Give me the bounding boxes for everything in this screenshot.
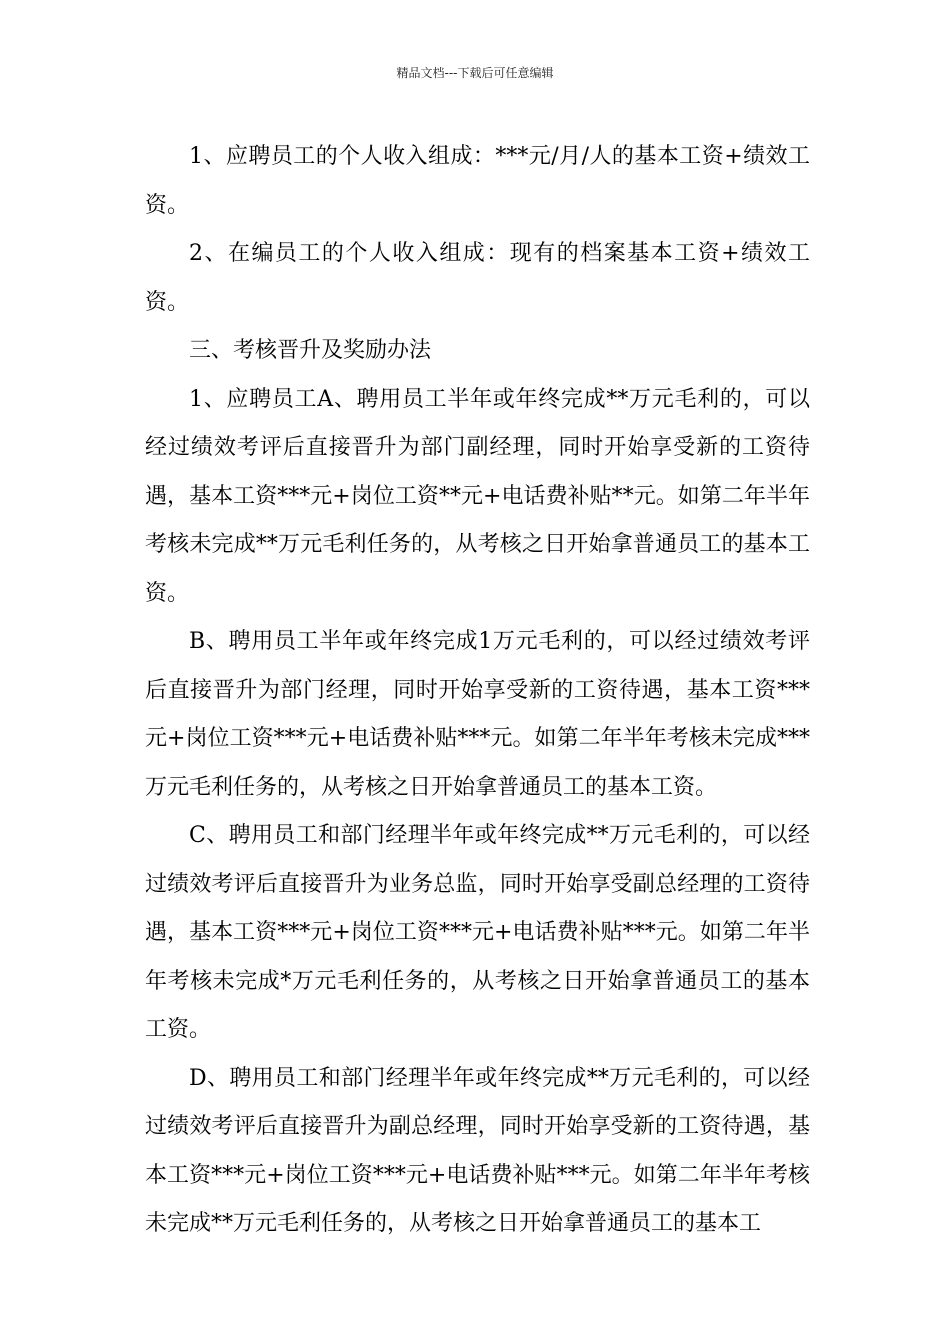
paragraph-promotion-a: 1、应聘员工A、聘用员工半年或年终完成**万元毛利的，可以经过绩效考评后直接晋升为部门副经理，同时开始享受新的工资待遇，基本工资***元+岗位工资**元+电话费补贴**元。如第二年半年考核未完成**万元毛利任务的，从考核之日开始拿普通员工的基本工资。	[145, 386, 810, 606]
document-body	[145, 133, 810, 1249]
paragraph-income-applicant: 1、应聘员工的个人收入组成：***元/月/人的基本工资+绩效工资。	[145, 144, 810, 218]
section-heading-promotion: 三、考核晋升及奖励办法	[189, 338, 432, 363]
paragraph-promotion-d: D、聘用员工和部门经理半年或年终完成**万元毛利的，可以经过绩效考评后直接晋升为副总经理，同时开始享受新的工资待遇，基本工资***元+岗位工资***元+电话费补贴***元。如第二年半年考核未完成**万元毛利任务的，从考核之日开始拿普通员工的基本工	[145, 1065, 811, 1236]
paragraph-promotion-b: B、聘用员工半年或年终完成1万元毛利的，可以经过绩效考评后直接晋升为部门经理，同时开始享受新的工资待遇，基本工资***元+岗位工资***元+电话费补贴***元。如第二年半年考核未完成***万元毛利任务的，从考核之日开始拿普通员工的基本工资。	[145, 629, 810, 800]
paragraph-promotion-c: C、聘用员工和部门经理半年或年终完成**万元毛利的，可以经过绩效考评后直接晋升为业务总监，同时开始享受副总经理的工资待遇，基本工资***元+岗位工资***元+电话费补贴***元。如第二年半年考核未完成*万元毛利任务的，从考核之日开始拿普通员工的基本工资。	[145, 823, 810, 1042]
page-header: 精品文档---下载后可任意编辑	[396, 66, 554, 80]
paragraph-income-staff: 2、在编员工的个人收入组成：现有的档案基本工资+绩效工资。	[145, 241, 810, 315]
